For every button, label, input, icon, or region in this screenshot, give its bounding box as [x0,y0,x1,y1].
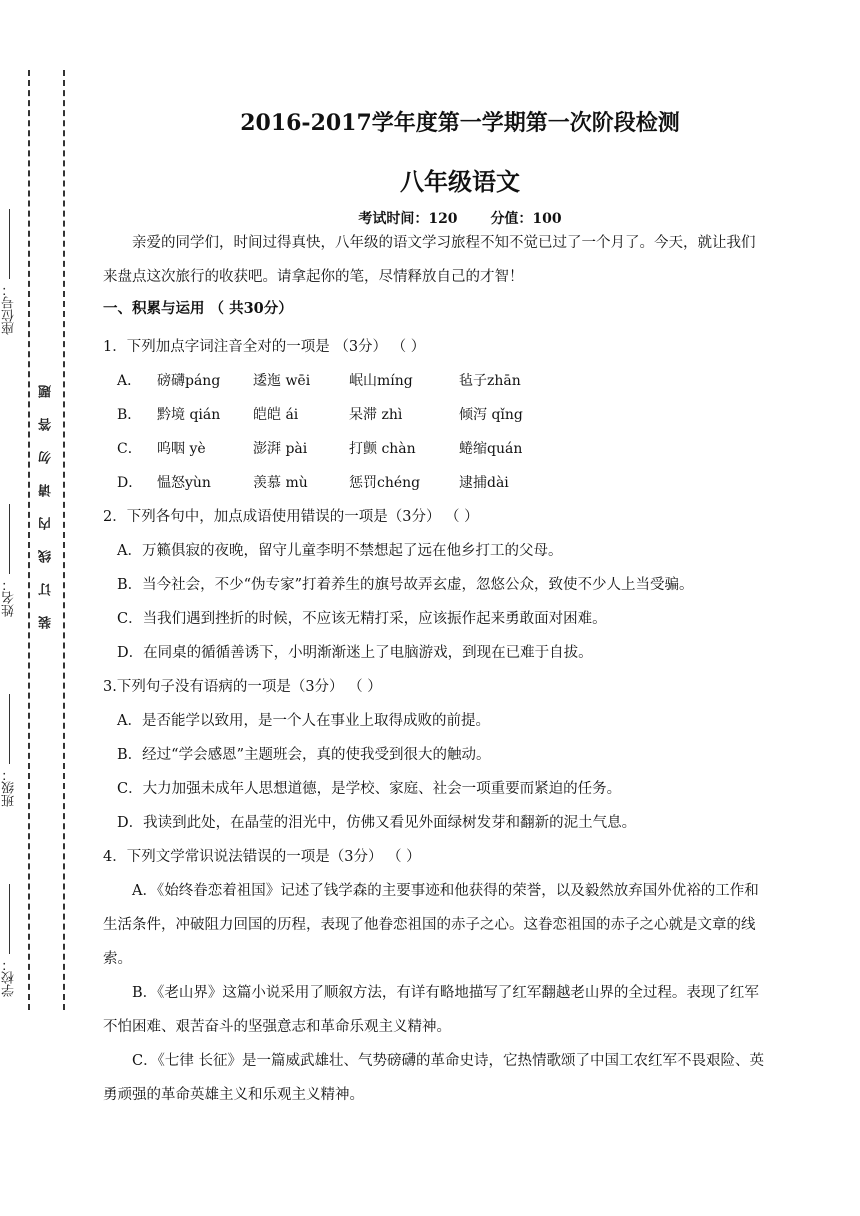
question-1-option-d[interactable]: D． 愠怒yùn 羡慕 mù 惩罚chéng 逮捕dài [117,475,509,491]
exam-meta [80,208,840,228]
question-2-option-c[interactable]: C．当我们遇到挫折的时候，不应该无精打采，应该振作起来勇敢面对困难。 [117,611,607,627]
binding-line-inner [63,70,65,1010]
class-label: 班级： [2,768,17,807]
exam-subject: 八年级语文 [400,167,520,196]
question-2-stem: 2．下列各句中，加点成语使用错误的一项是（3分） （ ） [103,509,479,525]
question-1-option-b[interactable]: B． 黔境 qián 皑皑 ái 呆滞 zhì 倾泻 qǐng [117,407,523,423]
name-field[interactable] [0,500,20,617]
binding-line-outer [28,70,30,1010]
question-3-option-d[interactable]: D．我读到此处，在晶莹的泪光中，仿佛又看见外面绿树发芽和翻新的泥土气息。 [117,815,637,831]
question-1-option-a[interactable]: A． 磅礴páng 逶迤 wēi 岷山míng 毡子zhān [117,373,521,389]
question-4-stem: 4．下列文学常识说法错误的一项是（3分） （ ） [103,849,421,865]
seat-field[interactable] [0,205,20,335]
question-2-option-a[interactable]: A．万籁俱寂的夜晚，留守儿童李明不禁想起了远在他乡打工的父母。 [117,543,563,559]
seal-char: 答 [38,418,54,431]
question-2-option-b[interactable]: B．当今社会，不少“伪专家”打着养生的旗号故弄玄虚，忽悠公众，致使不少人上当受骗。 [117,577,694,593]
seat-label: 座位号： [2,283,17,335]
seal-char: 内 [38,517,54,530]
seal-notice [38,385,54,629]
exam-body [103,226,765,1112]
school-label: 学校： [2,958,17,997]
exam-title: 2016-2017学年度第一学期第一次阶段检测 [240,110,680,136]
question-3-option-a[interactable]: A．是否能学以致用，是一个人在事业上取得成败的前提。 [117,713,490,729]
question-3-stem: 3.下列句子没有语病的一项是（3分） （ ） [103,679,382,695]
seal-char: 线 [38,550,54,563]
seal-char: 勿 [38,451,54,464]
school-field[interactable] [0,880,20,997]
seal-char: 装 [38,616,54,629]
class-field[interactable] [0,690,20,807]
question-4-option-c[interactable]: C．《七律 长征》是一篇威武雄壮、气势磅礴的革命史诗，它热情歌颂了中国工农红军不畏艰险、英勇顽强的革命英雄主义和乐观主义精神。 [103,1053,764,1103]
question-2-option-d[interactable]: D．在同桌的循循善诱下，小明渐渐迷上了电脑游戏，到现在已难于自拔。 [117,645,593,661]
exam-score: 分值：100 [490,211,562,227]
intro-paragraph: 亲爱的同学们，时间过得真快，八年级的语文学习旅程不知不觉已过了一个月了。今天，就让我们来盘点这次旅行的收获吧。请拿起你的笔，尽情释放自己的才智！ [103,235,756,285]
seal-char: 请 [38,484,54,497]
seal-char: 题 [38,385,54,398]
exam-time: 考试时间：120 [358,211,458,227]
question-4-option-a[interactable]: A．《始终眷恋着祖国》记述了钱学森的主要事迹和他获得的荣誉，以及毅然放弃国外优裕的工作和生活条件，冲破阻力回国的历程，表现了他眷恋祖国的赤子之心。这眷恋祖国的赤子之心就是文章的线索。 [103,883,759,967]
section-heading: 一、积累与运用 （ 共30分） [103,300,293,317]
question-3-option-c[interactable]: C．大力加强未成年人思想道德，是学校、家庭、社会一项重要而紧迫的任务。 [117,781,622,797]
question-1-option-c[interactable]: C． 呜咽 yè 澎湃 pài 打颤 chàn 蜷缩quán [117,441,523,457]
seal-char: 订 [38,583,54,596]
question-1-stem: 1．下列加点字词注音全对的一项是 （3分） （ ） [103,339,426,355]
question-3-option-b[interactable]: B．经过“学会感恩”主题班会，真的使我受到很大的触动。 [117,747,491,763]
question-4-option-b[interactable]: B．《老山界》这篇小说采用了顺叙方法，有详有略地描写了红军翻越老山界的全过程。表现了红军不怕困难、艰苦奋斗的坚强意志和革命乐观主义精神。 [103,985,759,1035]
name-label: 姓名： [2,578,17,617]
